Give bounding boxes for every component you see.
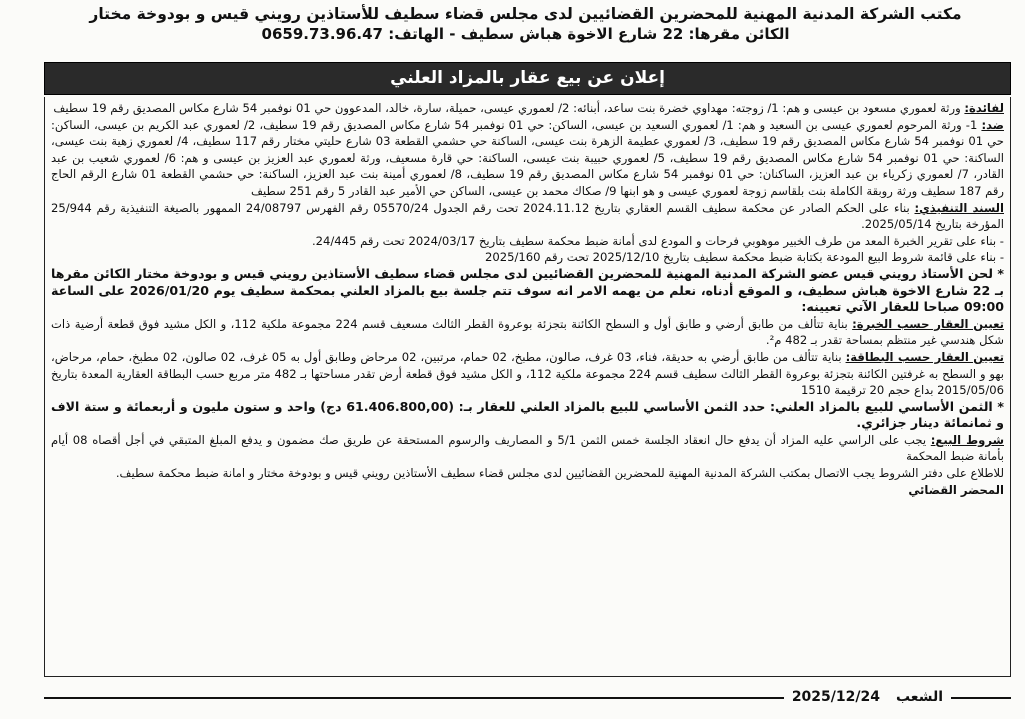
office-address-phone: الكائن مقرها: 22 شارع الاخوة هباش سطيف - الهاتف: 0659.73.96.47 bbox=[261, 25, 790, 43]
office-header bbox=[40, 4, 1011, 44]
notice-body bbox=[44, 97, 1011, 677]
notice-title-banner: إعلان عن بيع عقار بالمزاد العلني bbox=[44, 62, 1011, 95]
property-by-expertise-paragraph bbox=[51, 316, 1004, 349]
beneficiary-paragraph bbox=[51, 100, 1004, 117]
bailiff-signature: المحضر القضائي bbox=[908, 482, 1004, 497]
against-label: ضد: bbox=[981, 117, 1004, 132]
publication-stamp bbox=[784, 686, 951, 708]
against-text: 1- ورثة المرحوم لعموري عيسى بن السعيد و هم: 1/ لعموري السعيد بن عيسى، الساكن: حي 01 نوفمبر 54 شارع مكاس المصديق رقم 19 سطيف، 2/ لعموري عبد الكريم بن عيسى، الساكن: حي 01 نوفمبر 54 شارع مكاس المصديق رقم 19 سطيف، 3/ لعموري عطيمة الزهرة بنت عيسى، الساكنة حي حشمي القطعة 03 شارع حليتي مختار رقم 117 سطيف، 4/ لعموري زهية بنت عيسى، الساكنة: حي 01 نوفمبر 54 شارع مكاس المصديق رقم 19 سطيف، 5/ لعموري حبيبة بنت عيسى، الساكنة: حي قارة مسعيف، ورثة لعموري عبد العزيز بن عيسى و هم: 6/ لعموري شعيب بن عبد القادر، 7/ لعموري زكرياء بن عبد العزيز، الساكنان: حي 01 نوفمبر 54 شارع مكاس المصديق رقم 19 سطيف، 8/ لعموري أمينة بنت عبد العزيز، الساكنة: حي حشمي القطعة 01 شارع الرقم الحاج رقم 187 سطيف ورثة روبقة الكاملة بنت بلقاسم زوجة لعموري عيسى و هو ابنها 9/ صكاك محمد بن عيسى، الساكن حي الأمير عبد القادر 5 رقم 251 سطيف bbox=[51, 117, 1005, 198]
property-by-card-text: بناية تتألف من طابق أرضي به حديقة، فناء، 03 غرف، صالون، مطبخ، 02 حمام، مرتبين، 02 مرحاض وطابق أول به 05 غرف، 02 صالون، 02 مطبخ، حمام، مرحاض، بهو و السطح به غرفتين الكائنة بتجزئة بوعروة القطر الثالث سطيف قسم 224 مجموعة ملكية 112، و الكل مشيد فوق قطعة أرض تقدر مساحتها بـ 482 متر مربع حسب البطاقة العقارية المعدة بتاريخ 2015/05/06 بداع حجم 20 ترقيمة 1510 bbox=[51, 349, 1004, 398]
beneficiary-text: ورثة لعموري مسعود بن عيسى و هم: 1/ زوجته: مهداوي خضرة بنت ساعد، أبنائه: 2/ لعموري عيسى، حميلة، سارة، خالد، المدعوون حي 01 نوفمبر 54 شارع مكاس المصديق رقم 19 سطيف bbox=[53, 101, 965, 115]
property-by-card-label: تعيين العقار حسب البطاقة: bbox=[845, 349, 1005, 364]
property-by-expertise-text: بناية تتألف من طابق أرضي و طابق أول و السطح الكائنة بتجزئة بوعروة القطر الثالث مسعيف قسم 224 مجموعة ملكية 112، و الكل مشيد فوق قطعة أرضية ذات شكل هندسي غير منتظم بمساحة تقدر بـ 482 م². bbox=[51, 316, 1004, 348]
executive-title-paragraph bbox=[51, 200, 1004, 233]
newspaper-name: الشعب bbox=[895, 689, 943, 705]
publication-date: 2025/12/24 bbox=[791, 689, 880, 705]
sale-terms-paragraph bbox=[51, 432, 1004, 465]
expert-report-paragraph: - بناء على تقرير الخبرة المعد من طرف الخبير موهوبي فرحات و المودع لدى أمانة ضبط محكمة سطيف بتاريخ 2024/03/17 تحت رقم 24/445. bbox=[311, 233, 1004, 248]
auction-announcement-paragraph: * لحن الأستاذ رويني قيس عضو الشركة المدنية المهنية للمحضرين القضائيين لدى مجلس قضاء سطيف الأستاذين رويني قيس و بودوخة مختار الكائن مقرها بـ 22 شارع الاخوة هباش سطيف، و الموقع أدناه، نعلم من يهمه الامر انه سوف تتم جلسة بيع بالمزاد العلني بمحكمة سطيف يوم 2026/01/20 على الساعة 09:00 صباحا للعقار الآتي تعيينه: bbox=[51, 265, 1004, 315]
sale-conditions-list-paragraph: - بناء على قائمة شروط البيع المودعة بكتابة ضبط محكمة سطيف بتاريخ 2025/12/10 تحت رقم 2025/160 bbox=[485, 250, 1004, 265]
sale-terms-label: شروط البيع: bbox=[930, 432, 1004, 447]
property-by-expertise-label: تعيين العقار حسب الخبرة: bbox=[852, 316, 1005, 331]
beneficiary-label: لفائدة: bbox=[964, 101, 1004, 115]
consultation-paragraph: للاطلاع على دفتر الشروط يجب الاتصال بمكتب الشركة المدنية المهنية للمحضرين القضائيين لدى مجلس قضاء سطيف الأستاذين رويني قيس و بودوخة مختار و امانة ضبط محكمة سطيف. bbox=[115, 466, 1004, 481]
executive-title-text: بناء على الحكم الصادر عن محكمة سطيف القسم العقاري بتاريخ 2024.11.12 تحت رقم الجدول 05570/24 رقم الفهرس 24/08797 الممهور بالصيغة التنفيذية رقم 25/944 المؤرخة بتاريخ 2025/05/14. bbox=[51, 200, 1004, 232]
against-paragraph bbox=[51, 117, 1004, 200]
sale-terms-text: يجب على الراسي عليه المزاد أن يدفع حال انعقاد الجلسة خمس الثمن 5/1 و المصاريف والرسوم المستحقة عن طريق صك مضمون و يدفع المبلغ المتبقي في أجل أقصاه 08 أيام بأمانة ضبط المحكمة bbox=[51, 432, 1004, 464]
office-name: مكتب الشركة المدنية المهنية للمحضرين القضائيين لدى مجلس قضاء سطيف للأستاذين رويني قيس و بودوخة مختار bbox=[89, 5, 962, 23]
executive-title-label: السند التنفيذي: bbox=[914, 200, 1004, 215]
newspaper-footer bbox=[44, 684, 1011, 710]
property-by-card-paragraph bbox=[51, 349, 1004, 399]
base-price-paragraph: * الثمن الأساسي للبيع بالمزاد العلني: حدد الثمن الأساسي للبيع بالمزاد العلني للعقار بـ: (61.406.800,00 دج) واحد و ستون مليون و أربعمائة و ستة الاف و ثمانمائة دينار جزائري. bbox=[51, 398, 1004, 431]
